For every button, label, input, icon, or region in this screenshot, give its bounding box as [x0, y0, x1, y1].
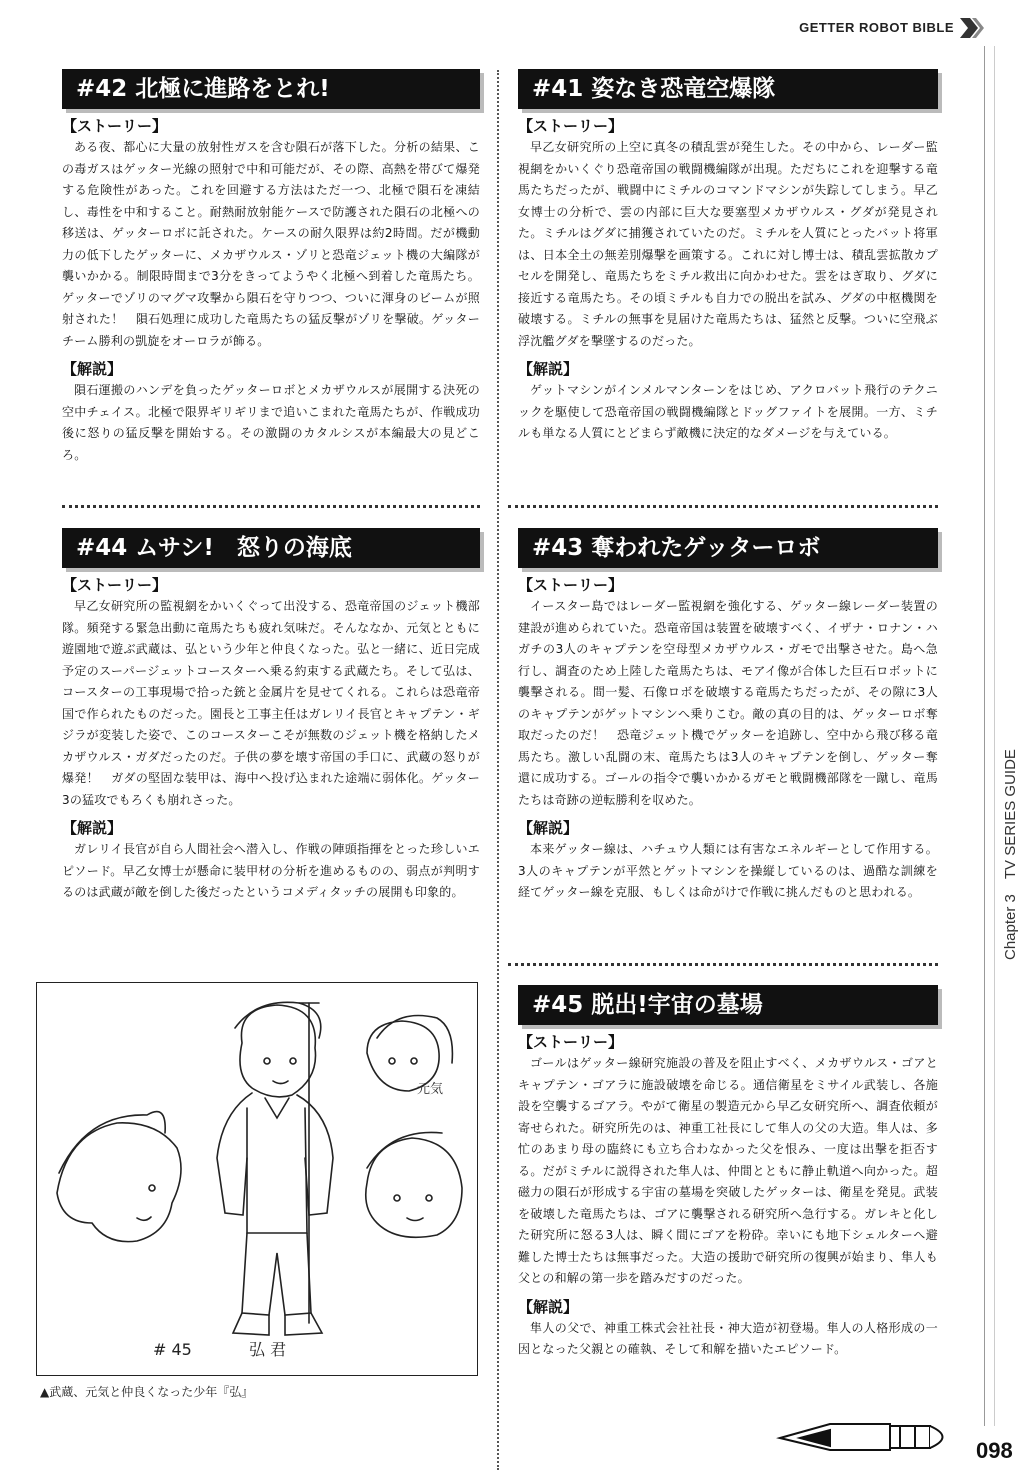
episode-45-title: #45 脱出!宇宙の墓場 — [518, 985, 938, 1025]
episode-43-title: #43 奪われたゲッターロボ — [518, 528, 938, 568]
sketch-note-name: 弘 君 — [249, 1340, 287, 1359]
episode-42-title: #42 北極に進路をとれ! — [62, 69, 480, 109]
book-title: GETTER ROBOT BIBLE — [799, 20, 954, 35]
sketch-note-episode: # 45 — [153, 1340, 192, 1359]
header-chevron-icon — [960, 16, 984, 40]
episode-44-commentary: ガレリイ長官が自ら人間社会へ潜入し、作戦の陣頭指揮をとった珍しいエピソード。早乙女博士が懸命に装甲材の分析を進めるものの、弱点が判明するのは武蔵が敵を倒した後だったというコメディタッチの展開も印象的。 — [62, 842, 480, 899]
commentary-label: 【解説】 — [62, 819, 123, 837]
commentary-label: 【解説】 — [518, 1297, 579, 1316]
side-rule — [984, 46, 985, 1426]
episode-43-commentary: 本来ゲッター線は、ハチュウ人類には有害なエネルギーとして作用する。3人のキャプテンが平然とゲットマシンを操縦しているのは、過酷な訓練を経てゲッター線を克服、もしくは命がけで作戦に挑んだものと思われる。 — [518, 842, 938, 899]
episode-45-story: ゴールはゲッター線研究施設の普及を阻止すべく、メカザウルス・ゴアとキャプテン・ゴアラに施設破壊を命じる。通信衛星をミサイル武装し、各施設を空襲するゴアラ。やがて衛星の製造元から早乙女研究所へ、調査依頼が寄せられた。研究所先のは、神重工社長にして隼人の父の大造。隼人は、多忙のあまり母の臨終にも立ち合わなかった父を恨み、一度は出撃を拒否する。だがミチルに説得された隼人は、仲間とともに静止軌道へ向かった。超磁力の隕石が形成する宇宙の墓場を突破したゲッターは、衛星を発見。武装を破壊した竜馬たちは、ゴアに襲撃される研究所へ急行する。ガレキと化した研究所に怒る3人は、瞬く間にゴアを粉砕。幸いにも地下シェルターへ避難した博士たちは無事だった。大造の援助で研究所の復興が始まり、隼人も父との和解の第一歩を踏みだすのだった。 — [518, 1056, 938, 1285]
commentary-label: 【解説】 — [62, 360, 123, 378]
episode-42-story: ある夜、都心に大量の放射性ガスを含む隕石が落下した。分析の結果、この毒ガスはゲッター光線の照射で中和可能だが、その際、高熱を帯びて爆発する危険性があった。これを回避する方法はただ一つ、北極で隕石を凍結し、毒性を中和すること。耐熱耐放射能ケースで防護された隕石の北極への移送は、ゲッターロボに託された。ケースの耐久限界は約2時間。だが機動力の低下したゲッターに、メカザウルス・ゾリと恐竜ジェット機の大編隊が襲いかかる。制限時間まで3分をきってようやく北極へ到着した竜馬たち。ゲッターでゾリのマグマ攻撃から隕石を守りつつ、ついに渾身のビームが照射された！ 隕石処理に成功した竜馬たちの猛反撃がゾリを撃破。ゲッターチーム勝利の凱旋をオーロラが飾る。 — [62, 140, 480, 348]
story-label: 【ストーリー】 — [518, 1033, 624, 1051]
commentary-label: 【解説】 — [518, 819, 579, 837]
page-number: 098 — [976, 1438, 1013, 1463]
episode-41-commentary: ゲットマシンがインメルマンターンをはじめ、アクロバット飛行のテクニックを駆使して恐竜帝国の戦闘機編隊とドッグファイトを展開。一方、ミチルも単なる人質にとどまらず敵機に決定的なダメージを与えている。 — [518, 383, 938, 440]
dotted-separator — [508, 505, 938, 508]
episode-43 — [518, 528, 938, 904]
episode-44-title: #44 ムサシ! 怒りの海底 — [62, 528, 480, 568]
episode-42-commentary: 隕石運搬のハンデを負ったゲッターロボとメカザウルスが展開する決死の空中チェイス。北極で限界ギリギリまで追いこまれた竜馬たちが、作戦成功後に怒りの猛反撃を開始する。その激闘のカタルシスが本編最大の見どころ。 — [62, 383, 480, 462]
episode-45-commentary: 隼人の父で、神重工株式会社社長・神大造が初登場。隼人の人格形成の一因となった父親との確執、そして和解を描いたエピソード。 — [518, 1320, 938, 1356]
episode-43-story: イースター島ではレーダー監視網を強化する、ゲッター線レーダー装置の建設が進められていた。恐竜帝国は装置を破壊すべく、イザナ・ロナン・ハガチの3人のキャプテンを空母型メカザウルス・ガモで出撃させた。島へ急行し、調査のため上陸した竜馬たちは、モアイ像が合体した巨石ロボットに襲撃される。間一髪、石像ロボを破壊する竜馬たちだったが、その隙に3人のキャプテンがゲットマシンへ乗りこむ。敵の真の目的は、ゲッターロボ奪取だったのだ！ 恐竜ジェット機でゲッターを追跡し、空中から飛び移る竜馬たち。激しい乱闘の末、竜馬たちは3人のキャプテンを倒し、ゲッター奪還に成功する。ゴールの指令で襲いかかるガモと戦闘機部隊を一蹴し、竜馬たちは奇跡の逆転勝利を収めた。 — [518, 599, 938, 807]
story-label: 【ストーリー】 — [518, 117, 624, 135]
episode-41 — [518, 69, 938, 445]
story-label: 【ストーリー】 — [62, 117, 168, 135]
sketch-note-genki: 元気 — [417, 1082, 444, 1097]
episode-45 — [518, 985, 938, 1361]
dotted-separator — [508, 963, 938, 966]
column-divider — [497, 70, 499, 1470]
side-rule-secondary — [994, 46, 995, 1426]
character-sketch-illustration — [36, 982, 478, 1376]
sketch-drawing — [37, 983, 477, 1375]
episode-41-story: 早乙女研究所の上空に真冬の積乱雲が発生した。その中から、レーダー監視網をかいくぐり恐竜帝国の戦闘機編隊が出現。ただちにこれを迎撃する竜馬たちだったが、戦闘中にミチルのコマンドマシンが失踪してしまう。早乙女博士の分析で、雲の内部に巨大な要塞型メカザウルス・グダが発見された。ミチルはグダに捕獲されていたのだ。ミチルを人質にとったバット将軍は、日本全土の無差別爆撃を画策する。これに対し博士は、積乱雲拡散カプセルを開発し、竜馬たちをミチル救出に向かわせた。雲をはぎ取り、グダに接近する竜馬たち。その頃ミチルも自力での脱出を試み、グダの中枢機関を破壊する。ミチルの無事を見届けた竜馬たちは、猛然と反撃。ついに空飛ぶ浮沈艦グダを撃墜するのだった。 — [518, 140, 938, 348]
episode-44-story: 早乙女研究所の監視網をかいくぐって出没する、恐竜帝国のジェット機部隊。頻発する緊急出動に竜馬たちも疲れ気味だ。そんななか、元気とともに遊園地で遊ぶ武蔵は、弘という少年と仲良くなった。弘と一緒に、近日完成予定のスーパージェットコースターへ乗る約束する武蔵たち。そして弘は、コースターの工事現場で拾った銃と金属片を見せてくれる。これらは恐竜帝国で作られたものだった。園長と工事主任はガレリイ長官とキャプテン・ギジラが変装した姿で、このコースターこそが無数のジェット機を格納したメカザウルス・ガダだったのだ。子供の夢を壊す帝国の手口に、武蔵の怒りが爆発！ ガダの堅固な装甲は、海中へ投げ込まれた途端に弱体化。ゲッター3の猛攻でもろくも崩れさった。 — [62, 599, 480, 807]
dotted-separator — [62, 505, 480, 508]
episode-41-title: #41 姿なき恐竜空爆隊 — [518, 69, 938, 109]
chapter-label: Chapter 3 TV SERIES GUIDE — [1002, 749, 1019, 960]
story-label: 【ストーリー】 — [518, 576, 624, 594]
getter-ship-icon — [770, 1416, 960, 1456]
episode-44 — [62, 528, 480, 904]
story-label: 【ストーリー】 — [62, 576, 168, 594]
episode-42 — [62, 69, 480, 466]
illustration-caption: ▲武蔵、元気と仲良くなった少年『弘』 — [40, 1385, 254, 1399]
commentary-label: 【解説】 — [518, 360, 579, 378]
